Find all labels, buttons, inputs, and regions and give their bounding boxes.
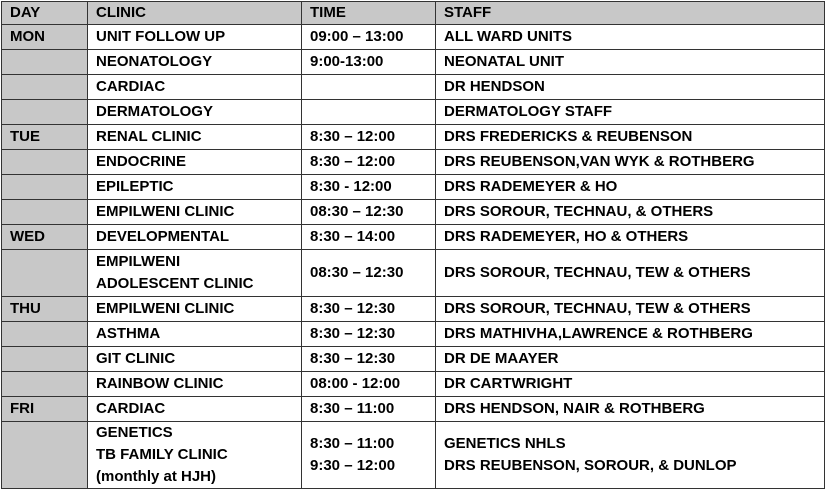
staff-cell: DR DE MAAYER [436,347,825,372]
day-cell [2,250,88,297]
day-cell [2,322,88,347]
clinic-cell [88,250,302,297]
clinic-cell: ENDOCRINE [88,150,302,175]
staff-cell: DRS REUBENSON,VAN WYK & ROTHBERG [436,150,825,175]
time-cell: 8:30 - 12:00 [302,175,436,200]
header-staff: STAFF [436,2,825,25]
day-cell: FRI [2,397,88,422]
day-cell: WED [2,225,88,250]
day-cell [2,150,88,175]
table-row [2,372,825,397]
time-cell: 8:30 – 12:30 [302,347,436,372]
time-cell: 8:30 – 12:30 [302,322,436,347]
staff-cell: DRS RADEMEYER & HO [436,175,825,200]
day-cell [2,175,88,200]
staff-cell: DRS SOROUR, TECHNAU, TEW & OTHERS [436,250,825,297]
staff-cell: DR CARTWRIGHT [436,372,825,397]
staff-line: GENETICS NHLS [444,435,566,452]
clinic-cell: UNIT FOLLOW UP [88,25,302,50]
clinic-line: ADOLESCENT CLINIC [96,275,254,292]
clinic-cell: EPILEPTIC [88,175,302,200]
time-cell: 9:00-13:00 [302,50,436,75]
staff-cell: DERMATOLOGY STAFF [436,100,825,125]
clinic-cell: CARDIAC [88,75,302,100]
table-row [2,297,825,322]
table-row [2,422,825,489]
staff-cell: ALL WARD UNITS [436,25,825,50]
time-cell: 09:00 – 13:00 [302,25,436,50]
time-cell: 8:30 – 14:00 [302,225,436,250]
day-cell [2,372,88,397]
clinic-cell: CARDIAC [88,397,302,422]
clinic-cell: EMPILWENI CLINIC [88,200,302,225]
table-row [2,50,825,75]
clinic-cell: RAINBOW CLINIC [88,372,302,397]
header-clinic: CLINIC [88,2,302,25]
clinic-cell [88,422,302,489]
staff-cell: DRS SOROUR, TECHNAU, TEW & OTHERS [436,297,825,322]
staff-line: DRS REUBENSON, SOROUR, & DUNLOP [444,457,737,474]
clinic-line: (monthly at HJH) [96,468,216,485]
staff-cell: DRS FREDERICKS & REUBENSON [436,125,825,150]
time-cell: 8:30 – 12:00 [302,150,436,175]
staff-cell: NEONATAL UNIT [436,50,825,75]
staff-cell [436,422,825,489]
table-row [2,125,825,150]
header-time: TIME [302,2,436,25]
clinic-cell: EMPILWENI CLINIC [88,297,302,322]
clinic-cell: GIT CLINIC [88,347,302,372]
time-line: 9:30 – 12:00 [310,457,396,474]
day-cell: THU [2,297,88,322]
day-cell [2,200,88,225]
clinic-line: GENETICS [96,424,173,441]
table-row [2,75,825,100]
day-cell [2,422,88,489]
table-header-row [2,2,825,25]
staff-cell: DRS RADEMEYER, HO & OTHERS [436,225,825,250]
time-line: 8:30 – 11:00 [310,435,395,452]
time-cell: 08:30 – 12:30 [302,250,436,297]
clinic-schedule-table [1,1,825,489]
header-day: DAY [2,2,88,25]
clinic-cell: NEONATOLOGY [88,50,302,75]
time-cell [302,75,436,100]
table-row [2,322,825,347]
clinic-cell: RENAL CLINIC [88,125,302,150]
clinic-line: TB FAMILY CLINIC [96,446,228,463]
day-cell [2,347,88,372]
time-cell: 8:30 – 11:00 [302,397,436,422]
table-row [2,100,825,125]
table-row [2,250,825,297]
day-cell [2,100,88,125]
staff-cell: DRS HENDSON, NAIR & ROTHBERG [436,397,825,422]
clinic-cell: DEVELOPMENTAL [88,225,302,250]
day-cell [2,50,88,75]
time-cell: 8:30 – 12:30 [302,297,436,322]
table-row [2,347,825,372]
clinic-cell: ASTHMA [88,322,302,347]
table-row [2,200,825,225]
staff-cell: DRS SOROUR, TECHNAU, & OTHERS [436,200,825,225]
clinic-cell: DERMATOLOGY [88,100,302,125]
time-cell [302,100,436,125]
table-row [2,397,825,422]
day-cell: MON [2,25,88,50]
table-row [2,225,825,250]
table-row [2,175,825,200]
day-cell [2,75,88,100]
table-row [2,150,825,175]
day-cell: TUE [2,125,88,150]
clinic-line: EMPILWENI [96,253,181,270]
time-cell [302,422,436,489]
time-cell: 8:30 – 12:00 [302,125,436,150]
staff-cell: DRS MATHIVHA,LAWRENCE & ROTHBERG [436,322,825,347]
time-cell: 08:30 – 12:30 [302,200,436,225]
time-cell: 08:00 - 12:00 [302,372,436,397]
table-row [2,25,825,50]
staff-cell: DR HENDSON [436,75,825,100]
